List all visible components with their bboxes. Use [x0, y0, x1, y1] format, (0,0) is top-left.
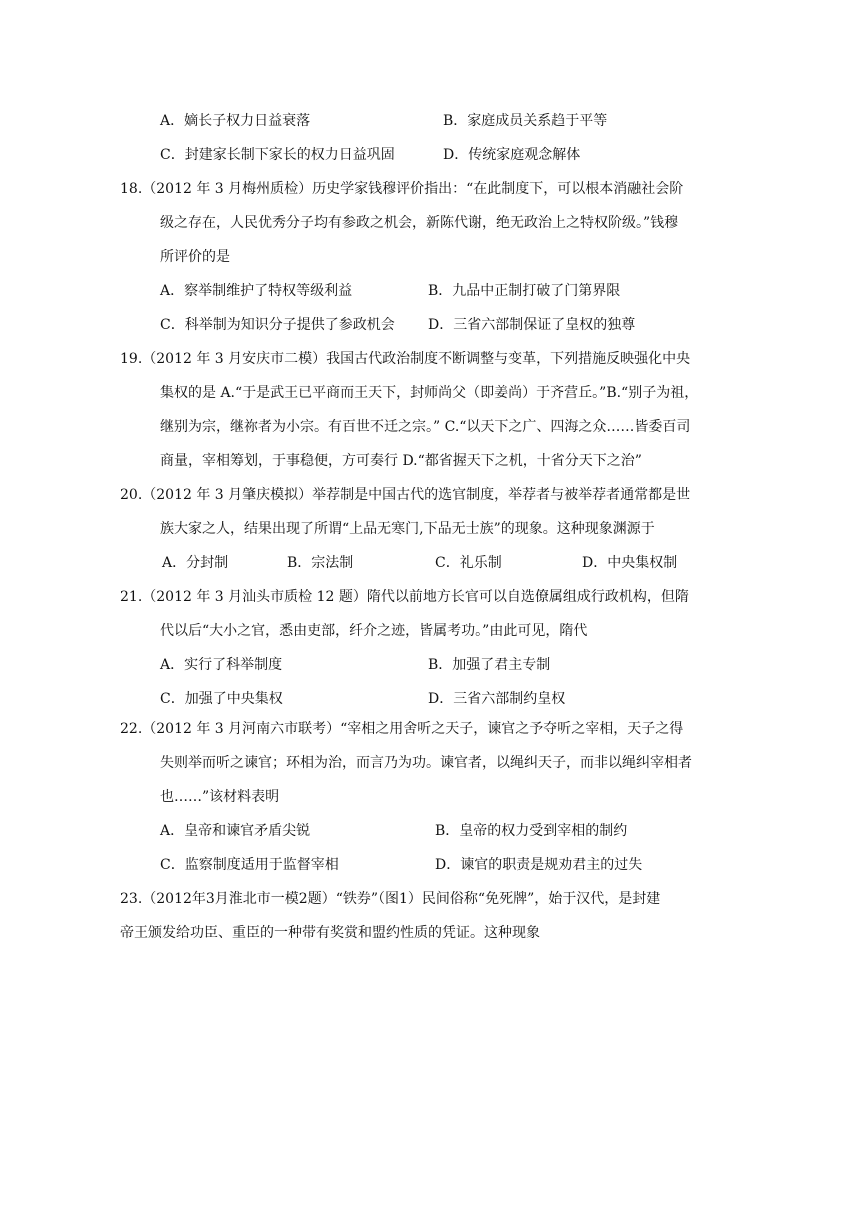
q21-option-c: C．加强了中央集权 — [160, 691, 283, 707]
q21-option-b: B．加强了君主专制 — [428, 657, 551, 673]
q22-stem-line-3: 也……”该材料表明 — [160, 789, 280, 805]
q21-stem-line-2: 代以后“大小之官，悉由吏部，纤介之迹，皆属考功。”由此可见，隋代 — [160, 623, 588, 639]
q19-stem-line-1: 19.（2012 年 3 月安庆市二模）我国古代政治制度不断调整与变革，下列措施反映强化中央 — [120, 351, 691, 367]
q23-stem-line-1: 23.（2012年3月淮北市一模2题）“铁券”（图1）民间俗称“免死牌”，始于汉代，是封建 — [120, 891, 661, 907]
q18-stem-line-3: 所评价的是 — [160, 249, 230, 265]
q21-option-d: D．三省六部制约皇权 — [428, 691, 566, 707]
q22-stem-line-1: 22.（2012 年 3 月河南六市联考）“宰相之用舍听之天子，谏官之予夺听之宰相，天子之得 — [120, 721, 684, 737]
q19-stem-line-2: 集权的是 A.“于是武王已平商而王天下，封师尚父（即姜尚）于齐营丘。”B.“别子为祖， — [160, 385, 699, 401]
q18-stem-line-2: 级之存在，人民优秀分子均有参政之机会，新陈代谢，绝无政治上之特权阶级。”钱穆 — [160, 215, 679, 231]
q21-stem-line-1: 21.（2012 年 3 月汕头市质检 12 题）隋代以前地方长官可以自选僚属组成行政机构，但隋 — [120, 589, 689, 605]
q22-option-d: D．谏官的职责是规劝君主的过失 — [435, 857, 643, 873]
q18-option-d: D．三省六部制保证了皇权的独尊 — [428, 317, 636, 333]
q20-stem-line-1: 20.（2012 年 3 月肇庆模拟）举荐制是中国古代的选官制度，举荐者与被举荐者通常都是世 — [120, 487, 691, 503]
q20-option-c: C．礼乐制 — [435, 555, 502, 571]
q17-option-a: A．嫡长子权力日益衰落 — [160, 113, 311, 129]
q20-option-a: A．分封制 — [162, 555, 229, 571]
q20-stem-line-2: 族大家之人，结果出现了所谓“上品无寒门,下品无士族”的现象。这种现象渊源于 — [160, 521, 655, 537]
q17-option-d: D．传统家庭观念解体 — [443, 147, 581, 163]
q17-option-c: C．封建家长制下家长的权力日益巩固 — [160, 147, 395, 163]
q21-option-a: A．实行了科举制度 — [160, 657, 283, 673]
q22-option-c: C．监察制度适用于监督宰相 — [160, 857, 339, 873]
q18-stem-line-1: 18.（2012 年 3 月梅州质检）历史学家钱穆评价指出：“在此制度下，可以根本消融社会阶 — [120, 181, 684, 197]
q17-option-b: B．家庭成员关系趋于平等 — [443, 113, 608, 129]
q18-option-c: C．科举制为知识分子提供了参政机会 — [160, 317, 395, 333]
q18-option-a: A．察举制维护了特权等级利益 — [160, 283, 353, 299]
q22-option-a: A．皇帝和谏官矛盾尖锐 — [160, 823, 311, 839]
q20-option-b: B．宗法制 — [287, 555, 354, 571]
q20-option-d: D．中央集权制 — [582, 555, 678, 571]
q18-option-b: B．九品中正制打破了门第界限 — [428, 283, 621, 299]
q22-stem-line-2: 失则举而听之谏官；环相为治，而言乃为功。谏官者，以绳纠天子，而非以绳纠宰相者 — [160, 755, 692, 771]
q23-stem-line-2: 帝王颁发给功臣、重臣的一种带有奖赏和盟约性质的凭证。这种现象 — [120, 925, 540, 941]
q22-option-b: B．皇帝的权力受到宰相的制约 — [435, 823, 628, 839]
q19-stem-line-4: 商量，宰相筹划，于事稳便，方可奏行 D.“都省握天下之机，十省分天下之治” — [160, 453, 642, 469]
q19-stem-line-3: 继别为宗，继祢者为小宗。有百世不迁之宗。” C.“以天下之广、四海之众……皆委百司 — [160, 419, 691, 435]
